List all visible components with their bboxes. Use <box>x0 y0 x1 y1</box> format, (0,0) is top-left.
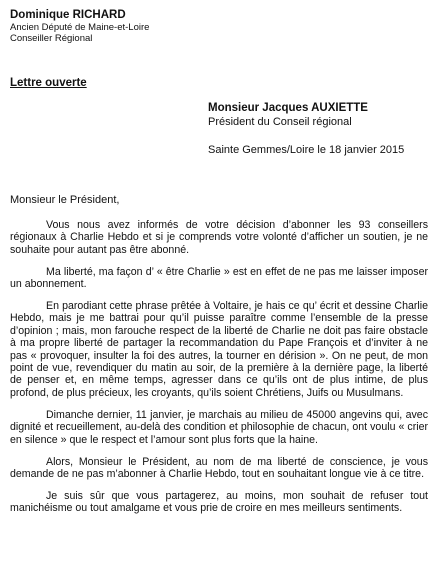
paragraph-voltaire-parody: En parodiant cette phrase prêtée à Voltaire, je hais ce qu’ écrit et dessine Charlie Hebdo, mais je me battrai pour qu’il puisse paraître comme l’ensemble de la presse d’opinion ; mais, mon farouche respect de la liberté de Charlie ne doit pas faire obstacle à ma propre liberté de partager la recommandation du Pape François et d’inviter à ne pas « provoquer, insulter la foi des autres, la tourner en dérision ». On ne peut, de mon point de vue, revendiquer du matin au soir, de la première à la dernière page, la liberté de penser et, en même temps, agresser dans ce qu’ils ont de plus intime, de plus profond, de plus précieux, les croyants, qu’ils soient Chrétiens, Juifs ou Musulmans. <box>10 300 428 399</box>
letter-date: Sainte Gemmes/Loire le 18 janvier 2015 <box>208 144 405 156</box>
recipient-name: Monsieur Jacques AUXIETTE <box>208 102 368 114</box>
sender-block <box>10 9 270 44</box>
paragraph-subscription-decision: Vous nous avez informés de votre décision d’abonner les 93 conseillers régionaux à Charlie Hebdo et si je comprends votre volonté d’afficher un soutien, je ne souhaite pour autant pas être abonné. <box>10 219 428 256</box>
sender-title-councillor: Conseiller Régional <box>10 33 93 44</box>
sender-name: Dominique RICHARD <box>10 9 126 21</box>
paragraph-request: Alors, Monsieur le Président, au nom de ma liberté de conscience, je vous demande de ne pas m’abonner à Charlie Hebdo, tout en souhaitant longue vie à ce titre. <box>10 455 428 480</box>
salutation: Monsieur le Président, <box>10 194 120 206</box>
sender-title-former-deputy: Ancien Député de Maine-et-Loire <box>10 22 150 33</box>
letter-body <box>10 219 428 524</box>
paragraph-closing: Je suis sûr que vous partagerez, au moins, mon souhait de refuser tout manichéisme ou tout amalgame et vous prie de croire en mes meilleurs sentiments. <box>10 489 428 515</box>
paragraph-march: Dimanche dernier, 11 janvier, je marchais au milieu de 45000 angevins qui, avec dignité et recueillement, au-delà des condition et philosophie de chacun, ont voulu « crier en silence » que le respect et l’amour sont plus forts que la haine. <box>10 408 428 446</box>
open-letter-heading: Lettre ouverte <box>10 77 87 89</box>
recipient-title: Président du Conseil régional <box>208 116 352 128</box>
recipient-block <box>208 101 433 129</box>
paragraph-freedom: Ma liberté, ma façon d’ « être Charlie » est en effet de ne pas me laisser imposer un abonnement. <box>10 265 428 291</box>
